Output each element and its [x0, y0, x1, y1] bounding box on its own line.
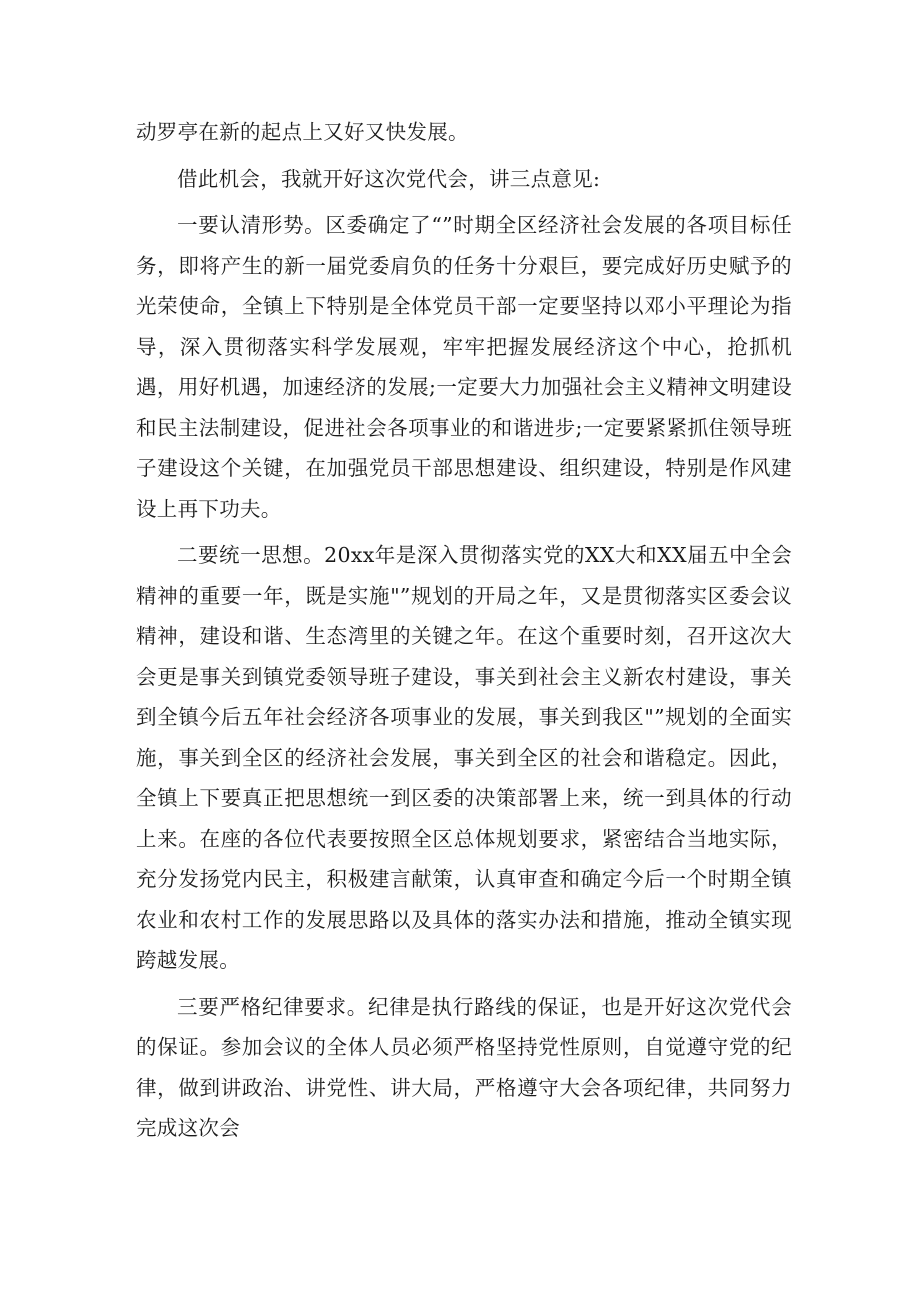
paragraph-point-three: 三要严格纪律要求。纪律是执行路线的保证，也是开好这次党代会的保证。参加会议的全体人员必须严格坚持党性原则，自觉遵守党的纪律，做到讲政治、讲党性、讲大局，严格遵守大会各项纪律，共同努力完成这次会 [136, 994, 792, 1140]
paragraph-intro: 借此机会，我就开好这次党代会，讲三点意见: [177, 166, 601, 191]
paragraph-point-one: 一要认清形势。区委确定了“”时期全区经济社会发展的各项目标任务，即将产生的新一届党委肩负的任务十分艰巨，要完成好历史赋予的光荣使命，全镇上下特别是全体党员干部一定要坚持以邓小平理论为指导，深入贯彻落实科学发展观，牢牢把握发展经济这个中心，抢抓机遇，用好机遇，加速经济的发展;一定要大力加强社会主义精神文明建设和民主法制建设，促进社会各项事业的和谐进步;一定要紧紧抓住领导班子建设这个关键，在加强党员干部思想建设、组织建设，特别是作风建设上再下功夫。 [136, 213, 792, 521]
paragraph-point-two: 二要统一思想。20xx年是深入贯彻落实党的XX大和XX届五中全会精神的重要一年，既是实施"”规划的开局之年，又是贯彻落实区委会议精神，建设和谐、生态湾里的关键之年。在这个重要时刻，召开这次大会更是事关到镇党委领导班子建设，事关到社会主义新农村建设，事关到全镇今后五年社会经济各项事业的发展，事关到我区"”规划的全面实施，事关到全区的经济社会发展，事关到全区的社会和谐稳定。因此，全镇上下要真正把思想统一到区委的决策部署上来，统一到具体的行动上来。在座的各位代表要按照全区总体规划要求，紧密结合当地实际，充分发扬党内民主，积极建言献策，认真审查和确定今后一个时期全镇农业和农村工作的发展思路以及具体的落实办法和措施，推动全镇实现跨越发展。 [136, 543, 792, 972]
paragraph-continuation: 动罗亭在新的起点上又好又快发展。 [136, 120, 469, 144]
